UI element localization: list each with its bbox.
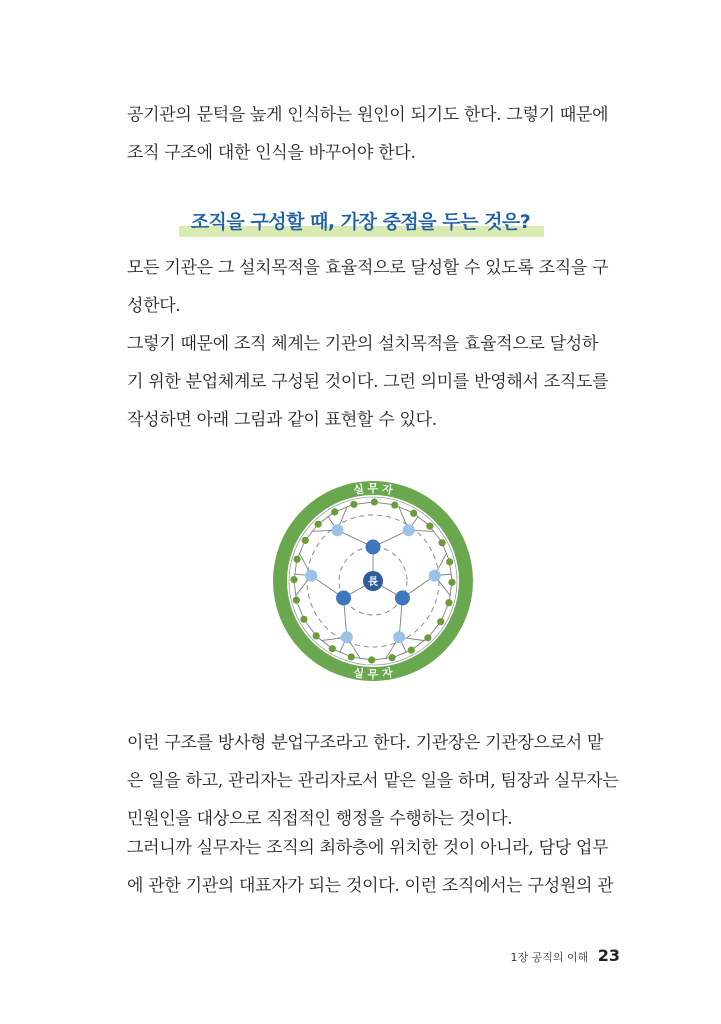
staff-node (448, 579, 455, 586)
staff-node (389, 654, 396, 661)
staff-node (293, 556, 300, 563)
ring-label-top: 실 무 자 (352, 482, 394, 497)
section-heading (183, 207, 539, 234)
text-line: 이런 구조를 방사형 분업구조라고 한다. 기관장은 기관장으로서 맡 (127, 733, 604, 753)
staff-node (313, 632, 320, 639)
staff-node (300, 616, 307, 623)
text-line: 작성하면 아래 그림과 같이 표현할 수 있다. (127, 410, 437, 430)
paragraph-1 (127, 96, 609, 172)
team-lead-node (341, 631, 353, 643)
page-number: 23 (597, 946, 620, 965)
staff-node (293, 597, 300, 604)
team-lead-node (305, 570, 317, 582)
staff-node (329, 645, 336, 652)
text-line: 모든 기관은 그 설치목적을 효율적으로 달성할 수 있도록 조직을 구 (127, 258, 609, 278)
staff-node (368, 656, 375, 663)
staff-node (331, 508, 338, 515)
section-heading-text: 조직을 구성할 때, 가장 중점을 두는 것은? (190, 211, 531, 233)
staff-node (290, 576, 297, 583)
staff-node (302, 537, 309, 544)
staff-node (445, 599, 452, 606)
manager-node (366, 540, 381, 555)
staff-node (350, 501, 357, 508)
staff-node (348, 653, 355, 660)
radial-organization-diagram (266, 474, 480, 688)
staff-node (391, 501, 398, 508)
text-line: 공기관의 문턱을 높게 인식하는 원인이 되기도 한다. 그렇기 때문에 (127, 105, 609, 125)
staff-node (410, 510, 417, 517)
staff-node (424, 634, 431, 641)
text-line: 기 위한 분업체계로 구성된 것이다. 그런 의미를 반영해서 조직도를 (127, 372, 609, 392)
staff-node (426, 523, 433, 530)
paragraph-2 (127, 249, 609, 325)
staff-node (437, 618, 444, 625)
staff-node (408, 646, 415, 653)
team-lead-node (429, 570, 441, 582)
staff-node (315, 521, 322, 528)
paragraph-3 (127, 325, 609, 439)
center-label: 長 (368, 577, 378, 588)
text-line: 조직 구조에 대한 인식을 바꾸어야 한다. (127, 143, 416, 163)
text-line: 그러니까 실무자는 조직의 최하층에 위치한 것이 아니라, 담당 업무 (127, 838, 609, 858)
ring-label-bottom: 실 무 자 (352, 666, 394, 681)
text-line: 은 일을 하고, 관리자는 관리자로서 맡은 일을 하며, 팀장과 실무자는 (127, 771, 619, 791)
staff-node (438, 539, 445, 546)
text-line: 성한다. (127, 296, 181, 316)
staff-node (446, 558, 453, 565)
text-line: 그렇기 때문에 조직 체계는 기관의 설치목적을 효율적으로 달성하 (127, 334, 599, 354)
team-lead-node (393, 631, 405, 643)
page-footer (0, 946, 620, 965)
text-line: 민원인을 대상으로 직접적인 행정을 수행하는 것이다. (127, 809, 513, 829)
paragraph-4 (127, 724, 619, 838)
paragraph-5 (127, 829, 614, 905)
manager-node (336, 591, 351, 606)
text-line: 에 관한 기관의 대표자가 되는 것이다. 이런 조직에서는 구성원의 관 (127, 876, 614, 896)
team-lead-node (403, 524, 415, 536)
manager-node (395, 591, 410, 606)
team-lead-node (331, 524, 343, 536)
staff-node (371, 498, 378, 505)
section-heading-wrap (0, 207, 721, 234)
chapter-title: 1장 공직의 이해 (510, 951, 589, 964)
